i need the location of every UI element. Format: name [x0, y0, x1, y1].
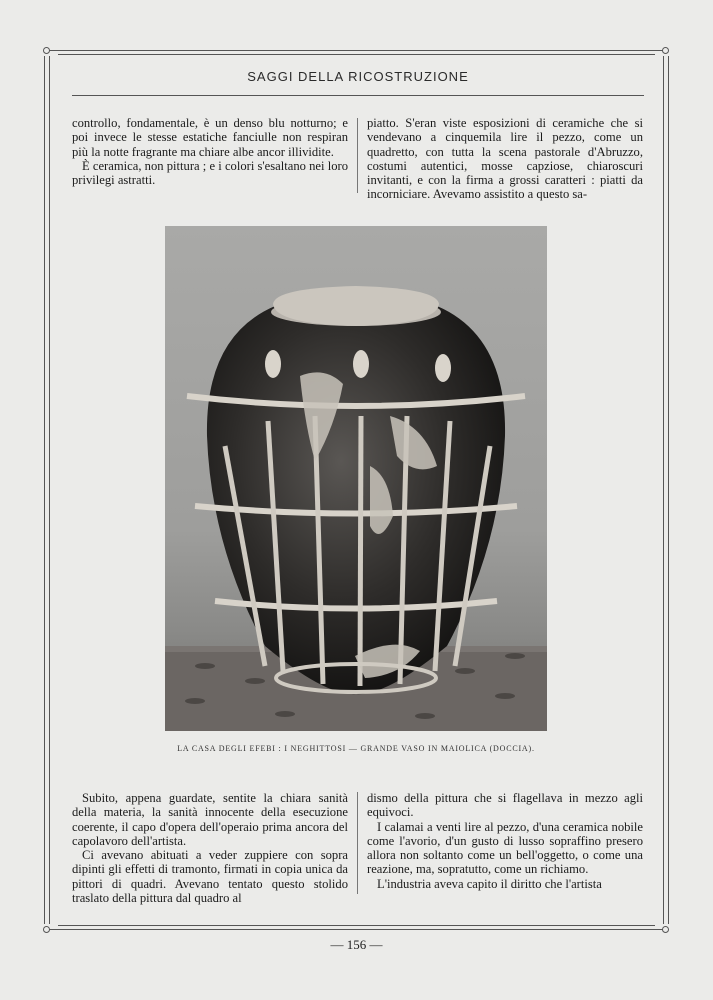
top-right-column [367, 116, 643, 202]
header-rule [72, 95, 644, 96]
paragraph: piatto. S'eran viste esposizioni di ceramiche che si vendevano a cinquemila lire il pezzo, come un quadretto, con tutta la scena pastorale d'Abruzzo, costumi autentici, mosse capziose, chiaroscuri invitanti, e con la firma a grossi caratteri : piatti da incorniciare. Avevamo assistito a questo sa- [367, 116, 643, 202]
frame-corner-tl [43, 47, 50, 54]
paragraph: controllo, fondamentale, è un denso blu notturno; e poi invece le stesse estatiche fanciulle non respiran più la notte fragrante ma chiare albe ancor illividite. [72, 116, 348, 159]
frame-left-inner [49, 56, 50, 924]
paragraph: dismo della pittura che si flagellava in mezzo agli equivoci. [367, 791, 643, 820]
page-number: — 156 — [330, 937, 383, 952]
running-header: SAGGI DELLA RICOSTRUZIONE [247, 69, 469, 84]
frame-bottom-outer [48, 929, 665, 930]
bottom-left-column [72, 791, 348, 905]
frame-corner-bl [43, 926, 50, 933]
frame-bottom-inner [58, 925, 655, 926]
column-divider-top [357, 118, 358, 193]
frame-corner-tr [662, 47, 669, 54]
paragraph: È ceramica, non pittura ; e i colori s'esaltano nei loro privilegi astratti. [72, 158, 348, 188]
paragraph: L'industria aveva capito il diritto che l'artista [377, 876, 602, 891]
top-left-column [72, 116, 348, 187]
frame-top-outer [48, 50, 665, 51]
vase-photograph [165, 226, 547, 731]
frame-right-inner [663, 56, 664, 924]
paragraph: Ci avevano abituati a veder zuppiere con sopra dipinti gli effetti di tramonto, firmati in copia unica da pittori di quadri. Avevano tentato questo stolido traslato della pittura dal quadro al [72, 848, 348, 906]
frame-top-inner [58, 54, 655, 55]
bottom-right-column [367, 791, 643, 891]
frame-corner-br [662, 926, 669, 933]
frame-left-outer [44, 56, 45, 924]
frame-right-outer [668, 56, 669, 924]
paragraph: Subito, appena guardate, sentite la chiara sanità della materia, la sanità innocente della esecuzione coerente, il capo d'opera dell'operaio prima ancora del capolavoro dell'artista. [72, 791, 348, 848]
column-divider-bottom [357, 792, 358, 894]
figure-caption: LA CASA DEGLI EFEBI : I NEGHITTOSI — GRANDE VASO IN MAIOLICA (DOCCIA). [177, 744, 535, 753]
paragraph: I calamai a venti lire al pezzo, d'una ceramica nobile come l'avorio, d'un gusto di lusso sopraffino presero allora non soltanto come un bell'oggetto, o come una reazione, ma, sopratutto, come un richiamo. [367, 819, 643, 877]
